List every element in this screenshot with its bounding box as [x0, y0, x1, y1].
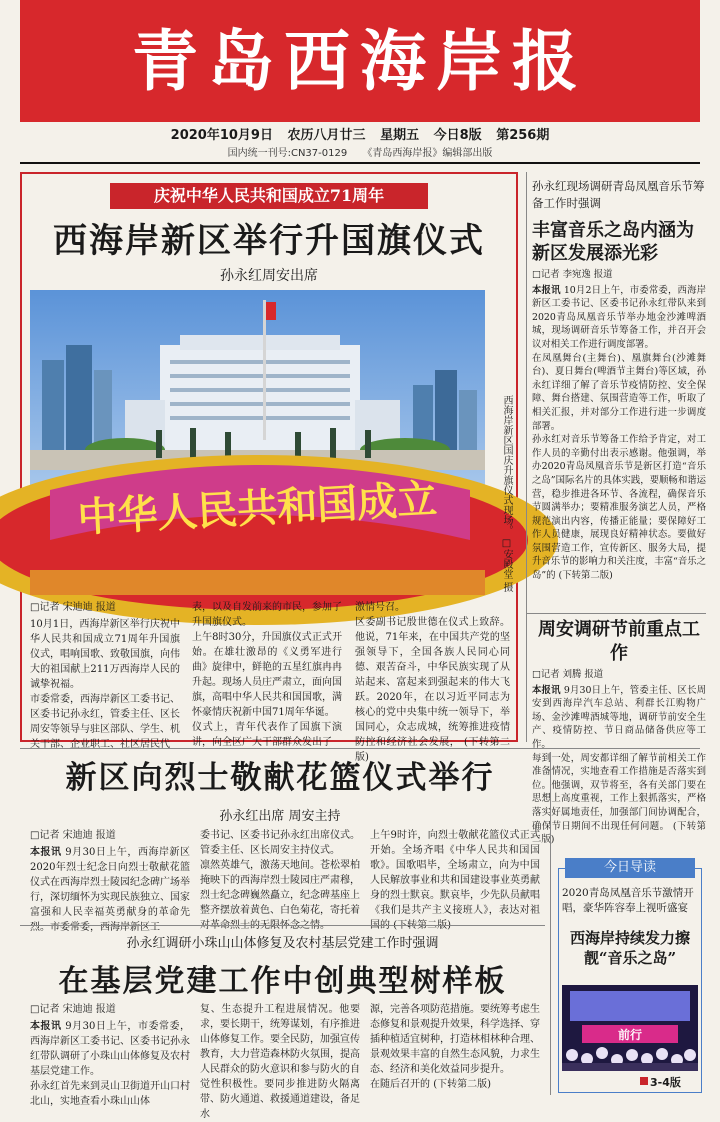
party-kicker: 孙永红调研小珠山山体修复及农村基层党建工作时强调	[126, 936, 439, 951]
lead-col-1	[30, 600, 180, 752]
music-fest-text: 10月2日上午，市委常委，西海岸新区工委书记、区委书记孙永红带队来到2020青岛凤凰音乐节举办地金沙滩啤酒城，现场调研音乐节筹备工作，并召开会议对相关工作进行调度部署。 在凤凰舞台(主舞台)、凰旗舞台(沙滩舞台)、夏日舞台(啤酒节主舞台)等区域，孙永红详细了解了音乐节疫情防控、安全保障、舞台搭建、氛围营造等工作，听取了相关汇报，并对部分工作进行进一步调度部署。 孙永红对音乐节筹备工作给予肯定，对工作人员的辛勤付出表示感谢。他强调，举办2020青岛凤凰音乐节是新区打造“音乐之岛”国际名片的具体实践，要顺畅和谐运营，稳步推进各环节、各流程，确保音乐节圆满举办；要精准服务演艺人员，严格规范演出内容，传播正能量；要保障好工作人员健康，展现良好精神状态。要做好氛围营造工作，宣传新区、服务大局，提升音乐节的影响力和关注度，丰富“音乐之岛”的	[532, 284, 706, 582]
music-fest-body	[532, 268, 706, 608]
guide-headline[interactable]: 西海岸持续发力擦靓“音乐之岛”	[569, 929, 690, 967]
guide-divider	[550, 752, 551, 1095]
page-ref-marker	[640, 1077, 648, 1085]
party-headline[interactable]: 在基层党建工作中创典型树样板	[58, 964, 507, 999]
music-fest-kicker: 孙永红现场调研青岛凤凰音乐节筹备工作时强调	[532, 179, 705, 210]
concert-photo	[562, 985, 698, 1071]
music-fest-headline[interactable]: 丰富音乐之岛内涵为新区发展添光彩	[532, 220, 694, 264]
zhouan-dateline-tag: 本报讯	[532, 684, 561, 696]
martyrs-col-1-text: 9月30日上午，西海岸新区2020年烈士纪念日向烈士敬献花篮仪式在西海岸烈士陵园纪念碑广场举行，深切缅怀为实现民族独立、国家富强和人民幸福英勇献身的革命先烈。市委常委，西海岸新区工	[30, 847, 190, 933]
zhouan-text: 9月30日上午，管委主任、区长周安到西海岸汽车总站、利群长江购物广场、金沙滩啤酒城等地，调研节前安全生产、疫情防控、节日商品储备供应等工作。 每到一处，周安都详细了解节前相关工作准备情况，实地查看工作措施是否落实到位。他强调，双节将至，各有关部门要在思想上高度重视，工作上狠抓落实，严格落实好属地责任，加强部门间协调配合，确保节日期间不出现任何问题。	[532, 684, 706, 832]
party-dateline-tag: 本报讯	[30, 1021, 62, 1032]
flower-bed-banner: 中华人民共和国成立	[76, 475, 439, 542]
section-divider-2	[20, 925, 545, 926]
party-col-2: 复、生态提升工程进展情况。他要求，要长期干，统筹谋划，有序推进山体修复工作。要全民防，加强宣传教育，大力营造森林防火氛围，提高人民群众的防火意识和参与防火的自觉性积极性。要同步推进防火隔离带、防火通道、救援通道建设，备足水	[200, 1004, 360, 1120]
stage-screen-text: 前行	[617, 1028, 643, 1042]
party-byline: □记者 宋迪迪 报道	[30, 1004, 116, 1015]
section-divider	[20, 748, 700, 749]
lead-col-1-text: 10月1日，西海岸新区举行庆祝中华人民共和国成立71周年升国旗仪式，唱响国歌、致敬国旗，向伟大的祖国献上211万西海岸人民的诚挚祝福。 市委常委，西海岸新区工委书记、区委书记孙永红，管委主任、区长周安等领导与驻区部队、学生、机关干部、企业职工、社区居民代	[30, 619, 180, 750]
party-col-1-text: 9月30日上午，市委常委，西海岸新区工委书记、区委书记孙永红带队调研了小珠山山体修复及农村基层党建工作。 孙永红首先来到灵山卫街道开山口村北山，实地查看小珠山山体	[30, 1021, 190, 1107]
lead-continued[interactable]: (下转第二版)	[355, 737, 511, 763]
martyrs-subhead: 孙永红出席 周安主持	[219, 809, 341, 824]
martyrs-col-1	[30, 828, 190, 933]
dateline	[20, 124, 700, 143]
masthead	[20, 0, 700, 122]
zhouan-byline: □记者 刘腾 报道	[532, 669, 604, 680]
flag-ceremony-illustration	[30, 290, 485, 595]
lead-col-3	[355, 600, 510, 765]
serial-line	[20, 144, 700, 159]
guide-page-ref[interactable]: 3-4版	[650, 1076, 681, 1089]
masthead-rule	[20, 162, 700, 164]
zhouan-continued[interactable]: (下转第二版)	[532, 820, 706, 846]
lead-col-2: 表，以及自发前来的市民，参加了升国旗仪式。 上午8时30分，升国旗仪式正式开始。在雄壮激昂的《义勇军进行曲》旋律中，鲜艳的五星红旗冉冉升起。现场人员庄严肃立，面向国旗，高唱中华人民共和国国歌，满怀豪情庆祝新中国71周年华诞。 仪式上，青年代表作了国旗下演讲，向全区广大干部群众发出了	[192, 602, 342, 748]
martyrs-continued[interactable]: (下转第二版)	[393, 920, 451, 931]
lead-subhead: 孙永红周安出席	[220, 268, 318, 284]
party-col-3-text: 源，完善各项防范措施。要统筹考虑生态修复和景观提升效果，科学选择、穿插种植适宜树种，打造林相林种合理、景观效果丰富的自然生态风貌，力求生态、经济和美化效益同步提升。 在随后召开的	[370, 1004, 540, 1090]
lead-byline: □记者 宋迪迪 报道	[30, 602, 116, 613]
zhouan-body	[532, 668, 706, 846]
lunar-date: 农历八月廿三	[287, 128, 366, 143]
issue-date: 2020年10月9日	[170, 128, 273, 143]
martyrs-col-2: 委书记、区委书记孙永红出席仪式。管委主任、区长周安主持仪式。 凛然英雄气，激荡天地间。苍松翠柏掩映下的西海岸烈士陵园庄严肃穆，烈士纪念碑巍然矗立，纪念碑基座上整齐摆放着黄色、白色菊花，寄托着对革命烈士的无限怀念之情。	[200, 830, 360, 931]
lead-headline[interactable]: 西海岸新区举行升国旗仪式	[53, 221, 485, 261]
cn-number: 国内统一刊号:CN37-0129	[227, 148, 348, 159]
right-divider	[526, 613, 706, 614]
publisher: 《青岛西海岸报》编辑部出版	[362, 148, 493, 159]
martyrs-col-3	[370, 828, 540, 931]
music-fest-byline: □记者 李宛逸 报道	[532, 269, 613, 280]
weekday: 星期五	[380, 128, 420, 143]
party-col-1	[30, 1002, 190, 1107]
newspaper-title: 青岛西海岸报	[132, 22, 588, 100]
martyrs-byline: □记者 宋迪迪 报道	[30, 830, 116, 841]
party-col-3	[370, 1002, 540, 1094]
martyrs-col-3-text: 上午9时许，向烈士敬献花篮仪式正式开始。全场齐唱《中华人民共和国国歌》。国歌唱毕，全场肃立，向为中国人民解放事业和共和国建设事业英勇献身的烈士默哀。默哀毕，少先队员献唱《我们是共产主义接班人》，表达对祖国的	[370, 830, 540, 931]
photo-caption: 西海岸新区国庆升旗仪式现场。 □安殿堂 摄	[501, 395, 512, 593]
issue-number: 第256期	[496, 128, 550, 143]
guide-kicker: 2020青岛凤凰音乐节激情开唱，豪华阵容奉上视听盛宴	[562, 887, 694, 914]
column-divider	[526, 172, 527, 742]
guide-label: 今日导读	[565, 858, 695, 878]
music-fest-dateline-tag: 本报讯	[532, 284, 561, 296]
martyrs-headline[interactable]: 新区向烈士敬献花篮仪式举行	[65, 760, 495, 796]
page-count: 今日8版	[433, 128, 482, 143]
flag-ceremony-photo	[30, 290, 485, 595]
concert-illustration	[562, 985, 698, 1071]
lead-col-3-text: 激情号召。 区委副书记殷世德在仪式上致辞。他说，71年来，在中国共产党的坚强领导下，全国各族人民同心同德、艰苦奋斗，中华民族实现了从站起来、富起来到强起来的伟大飞跃。2020年，在以习近平同志为核心的党中央集中统一领导下，举国同心，众志成城，统筹推进疫情防控和经济社会发展，	[355, 602, 510, 748]
music-fest-continued[interactable]: (下转第二版)	[558, 570, 613, 582]
party-continued[interactable]: (下转第二版)	[433, 1079, 491, 1090]
lead-kicker: 庆祝中华人民共和国成立71周年	[110, 183, 428, 209]
martyrs-dateline-tag: 本报讯	[30, 847, 62, 858]
zhouan-headline[interactable]: 周安调研节前重点工作	[538, 619, 700, 664]
